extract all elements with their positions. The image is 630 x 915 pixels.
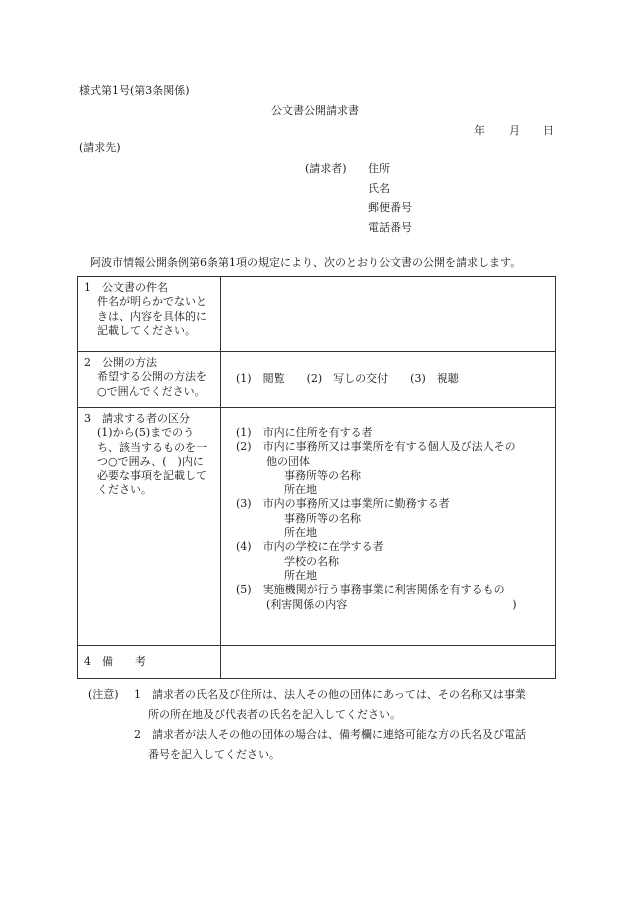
row2-label-cell bbox=[78, 352, 221, 408]
school-name-field[interactable]: 学校の名称 bbox=[284, 554, 339, 568]
workplace-name-field[interactable]: 事務所等の名称 bbox=[284, 511, 361, 525]
row-requester-category bbox=[78, 408, 556, 646]
category-option-2-cont: 他の団体 bbox=[266, 454, 310, 468]
interest-details-field[interactable]: (利害関係の内容 ) bbox=[266, 597, 517, 611]
requester-category-field[interactable] bbox=[221, 408, 556, 646]
date-year-label: 年 bbox=[474, 124, 485, 137]
row3-desc-line: ち、該当するものを一 bbox=[97, 440, 207, 454]
requester-name-label: 氏名 bbox=[368, 182, 390, 195]
office-name-field[interactable]: 事務所等の名称 bbox=[284, 468, 361, 482]
row2-desc-line: 希望する公開の方法を bbox=[97, 370, 207, 384]
row1-title: 1 公文書の件名 bbox=[84, 281, 168, 294]
row-disclosure-method bbox=[78, 352, 556, 408]
row4-title: 4 備 考 bbox=[84, 655, 146, 668]
form-number: 様式第1号(第3条関係) bbox=[79, 84, 190, 97]
disclosure-method-options[interactable]: (1) 閲覧 (2) 写しの交付 (3) 視聴 bbox=[236, 372, 459, 385]
row3-desc-line: ください。 bbox=[97, 483, 152, 497]
notes-label: (注意) bbox=[88, 688, 119, 701]
intro-text: 阿波市情報公開条例第6条第1項の規定により、次のとおり公文書の公開を請求します。 bbox=[90, 256, 522, 269]
row3-desc-line: (1)から(5)までのう bbox=[97, 426, 195, 440]
note-2-cont: 番号を記入してください。 bbox=[148, 748, 280, 761]
row-remarks bbox=[78, 646, 556, 679]
row3-desc-line: つ○で囲み、( )内に bbox=[97, 454, 204, 468]
requester-address-label: 住所 bbox=[368, 162, 390, 175]
row4-label-cell bbox=[78, 646, 221, 679]
date-day-label: 日 bbox=[543, 124, 554, 137]
workplace-location-field[interactable]: 所在地 bbox=[284, 526, 317, 540]
date-month-label: 月 bbox=[509, 124, 520, 137]
school-location-field[interactable]: 所在地 bbox=[284, 568, 317, 582]
row1-label-cell bbox=[78, 277, 221, 352]
note-1-cont: 所の所在地及び代表者の氏名を記入してください。 bbox=[148, 708, 401, 721]
document-subject-field[interactable] bbox=[221, 277, 556, 352]
row2-title: 2 公開の方法 bbox=[84, 356, 157, 369]
requester-label: (請求者) bbox=[305, 162, 347, 175]
row3-desc-line: 必要な事項を記載して bbox=[97, 469, 207, 483]
office-location-field[interactable]: 所在地 bbox=[284, 483, 317, 497]
disclosure-method-field[interactable] bbox=[221, 352, 556, 408]
note-2: 2 請求者が法人その他の団体の場合は、備考欄に連絡可能な方の氏名及び電話 bbox=[134, 728, 526, 741]
category-option-4[interactable]: (4) 市内の学校に在学する者 bbox=[236, 540, 384, 554]
row1-desc-line: 件名が明らかでないと bbox=[97, 295, 207, 309]
row3-label-cell bbox=[78, 408, 221, 646]
addressee-label: (請求先) bbox=[79, 141, 121, 154]
note-1: 1 請求者の氏名及び住所は、法人その他の団体にあっては、その名称又は事業 bbox=[134, 688, 526, 701]
row-document-subject bbox=[78, 277, 556, 352]
row1-desc-line: きは、内容を具体的に bbox=[97, 309, 207, 323]
category-option-2[interactable]: (2) 市内に事務所又は事業所を有する個人及び法人その bbox=[236, 440, 516, 454]
requester-postal-code-label: 郵便番号 bbox=[368, 201, 412, 214]
category-option-1[interactable]: (1) 市内に住所を有する者 bbox=[236, 426, 373, 439]
requester-phone-label: 電話番号 bbox=[368, 221, 412, 234]
request-form-table bbox=[77, 276, 556, 679]
category-option-5[interactable]: (5) 実施機関が行う事務事業に利害関係を有するもの bbox=[236, 583, 505, 597]
category-option-3[interactable]: (3) 市内の事務所又は事業所に勤務する者 bbox=[236, 497, 450, 511]
document-title: 公文書公開請求書 bbox=[271, 104, 359, 117]
row3-title: 3 請求する者の区分 bbox=[84, 412, 190, 425]
row2-desc-line: ○で囲んでください。 bbox=[97, 384, 206, 398]
row1-desc-line: 記載してください。 bbox=[97, 323, 196, 337]
remarks-field[interactable] bbox=[221, 646, 556, 679]
